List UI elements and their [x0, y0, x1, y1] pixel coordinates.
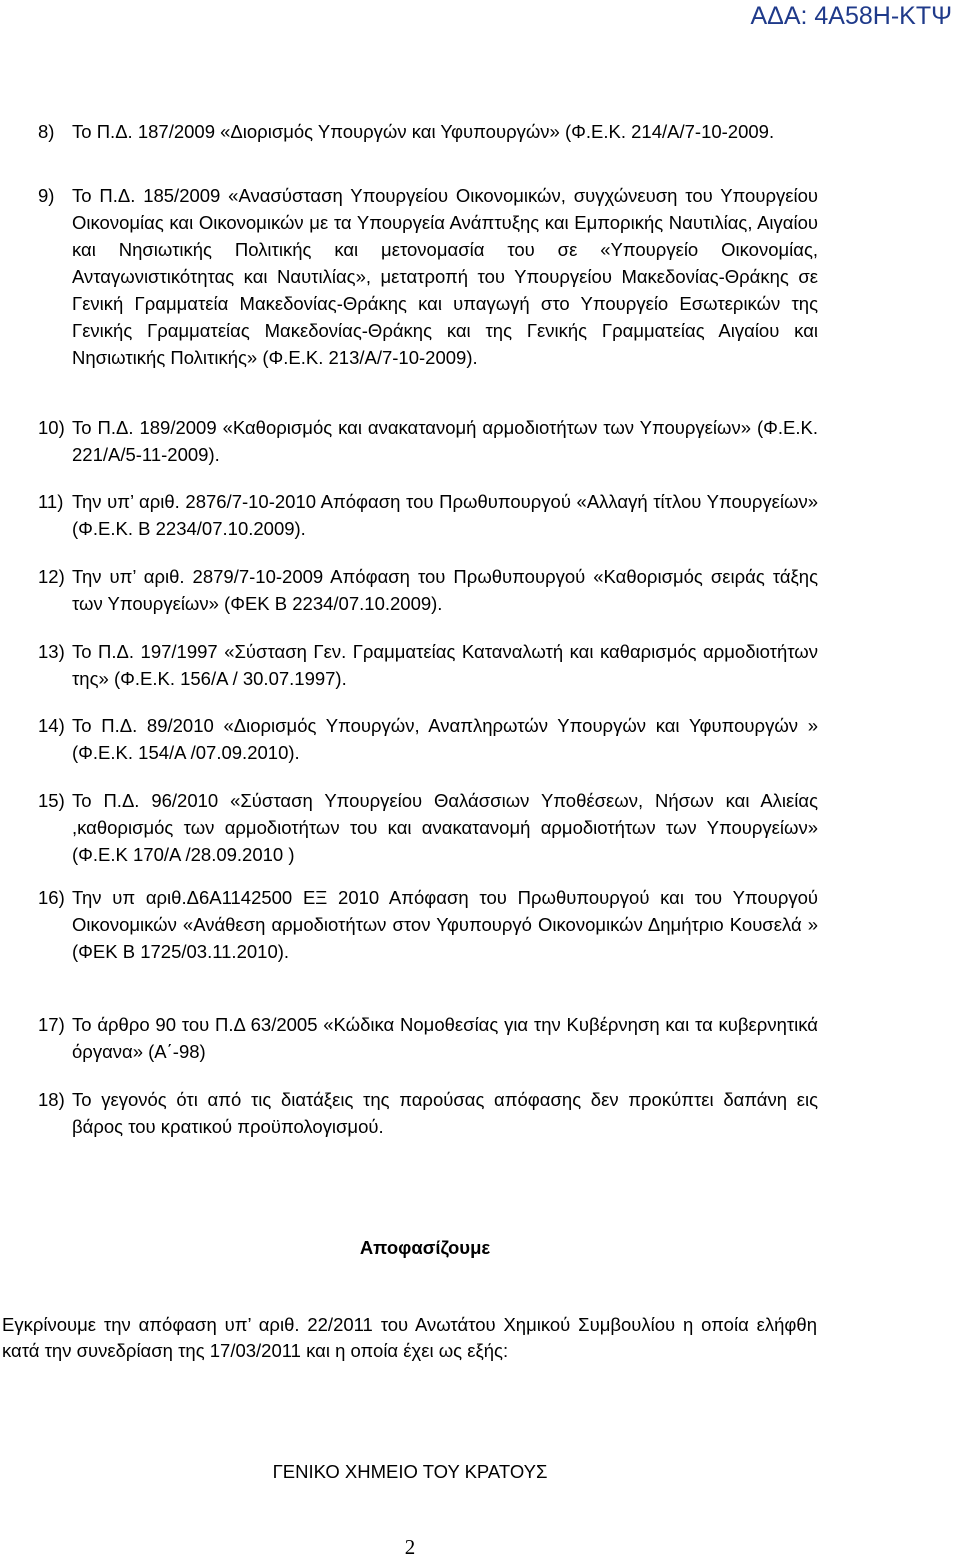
list-item-13: [38, 638, 818, 692]
item-text: Το Π.Δ. 185/2009 «Ανασύσταση Υπουργείου Οικονομικών, συγχώνευση του Υπουργείου Οικονομίας και Οικονομικών με τα Υπουργεία Ανάπτυξης και Εμπορικής Ναυτιλίας, Αιγαίου και Νησιωτικής Πολιτικής και μετονομασία του σε «Υπουργείο Οικονομίας, Ανταγωνιστικότητας και Ναυτιλίας», μετατροπή του Υπουργείου Μακεδονίας-Θράκης σε Γενική Γραμματεία Μακεδονίας-Θράκης και υπαγωγή στο Υπουργείο Εσωτερικών της Γενικής Γραμματείας Μακεδονίας-Θράκης και της Γενικής Γραμματείας Αιγαίου και Νησιωτικής Πολιτικής» (Φ.Ε.Κ. 213/Α/7-10-2009).: [72, 185, 818, 368]
item-text: Το Π.Δ. 96/2010 «Σύσταση Υπουργείου Θαλάσσιων Υποθέσεων, Νήσων και Αλιείας ,καθορισμός των αρμοδιοτήτων του και ανακατανομή αρμοδιοτήτων των Υπουργείων» (Φ.Ε.Κ 170/Α /28.09.2010 ): [72, 790, 818, 865]
item-number: 15): [38, 790, 65, 811]
item-number: 18): [38, 1089, 65, 1110]
page-number: 2: [404, 1535, 416, 1559]
item-text: Την υπ αριθ.Δ6Α1142500 ΕΞ 2010 Απόφαση του Πρωθυπουργού και του Υπουργού Οικονομικών «Ανάθεση αρμοδιοτήτων στον Υφυπουργό Οικονομικών Δημήτριο Κουσελά » (ΦΕΚ Β 1725/03.11.2010).: [72, 887, 818, 962]
signature-authority: ΓΕΝΙΚΟ ΧΗΜΕΙΟ ΤΟΥ ΚΡΑΤΟΥΣ: [272, 1461, 548, 1482]
item-number: 12): [38, 566, 65, 587]
item-number: 13): [38, 641, 65, 662]
item-text: Το Π.Δ. 189/2009 «Καθορισμός και ανακατανομή αρμοδιοτήτων των Υπουργείων» (Φ.Ε.Κ. 221/Α/5-11-2009).: [72, 417, 818, 465]
list-item-15: [38, 787, 818, 868]
item-text: Το Π.Δ. 187/2009 «Διορισμός Υπουργών και Υφυπουργών» (Φ.Ε.Κ. 214/Α/7-10-2009.: [72, 121, 775, 142]
item-text: Το Π.Δ. 197/1997 «Σύσταση Γεν. Γραμματείας Καταναλωτή και καθαρισμός αρμοδιοτήτων της» (Φ.Ε.Κ. 156/Α / 30.07.1997).: [72, 641, 818, 689]
item-text: Την υπ’ αριθ. 2876/7-10-2010 Απόφαση του Πρωθυπουργού «Αλλαγή τίτλου Υπουργείων» (Φ.Ε.Κ. Β 2234/07.10.2009).: [72, 491, 818, 539]
item-number: 10): [38, 417, 65, 438]
list-item-12: [38, 563, 818, 617]
item-number: 16): [38, 887, 65, 908]
item-number: 14): [38, 715, 65, 736]
item-number: 17): [38, 1014, 65, 1035]
item-text: Το Π.Δ. 89/2010 «Διορισμός Υπουργών, Αναπληρωτών Υπουργών και Υφυπουργών » (Φ.Ε.Κ. 154/Α /07.09.2010).: [72, 715, 818, 763]
decision-heading: Αποφασίζουμε: [359, 1237, 491, 1258]
item-text: Το γεγονός ότι από τις διατάξεις της παρούσας απόφασης δεν προκύπτει δαπάνη εις βάρος του κρατικού προϋπολογισμού.: [72, 1089, 818, 1137]
decision-body: Εγκρίνουμε την απόφαση υπ’ αριθ. 22/2011 του Ανωτάτου Χημικού Συμβουλίου η οποία ελήφθη κατά την συνεδρίαση της 17/03/2011 και η οποία έχει ως εξής:: [2, 1314, 817, 1361]
list-item-14: [38, 712, 818, 766]
ada-code: ΑΔΑ: 4Α58Η-ΚΤΨ: [750, 2, 952, 30]
list-item-10: [38, 414, 818, 468]
list-item-8: [38, 118, 818, 145]
item-text: Την υπ’ αριθ. 2879/7-10-2009 Απόφαση του Πρωθυπουργού «Καθορισμός σειράς τάξης των Υπουργείων» (ΦΕΚ Β 2234/07.10.2009).: [72, 566, 818, 614]
item-number: 9): [38, 185, 55, 206]
list-item-9: [38, 182, 818, 371]
item-number: 8): [38, 121, 55, 142]
list-item-11: [38, 488, 818, 542]
list-item-18: [38, 1086, 818, 1140]
item-number: 11): [38, 491, 64, 512]
list-item-17: [38, 1011, 818, 1065]
list-item-16: [38, 884, 818, 965]
item-text: Το άρθρο 90 του Π.Δ 63/2005 «Κώδικα Νομοθεσίας για την Κυβέρνηση και τα κυβερνητικά όργανα» (Α΄-98): [72, 1014, 818, 1062]
